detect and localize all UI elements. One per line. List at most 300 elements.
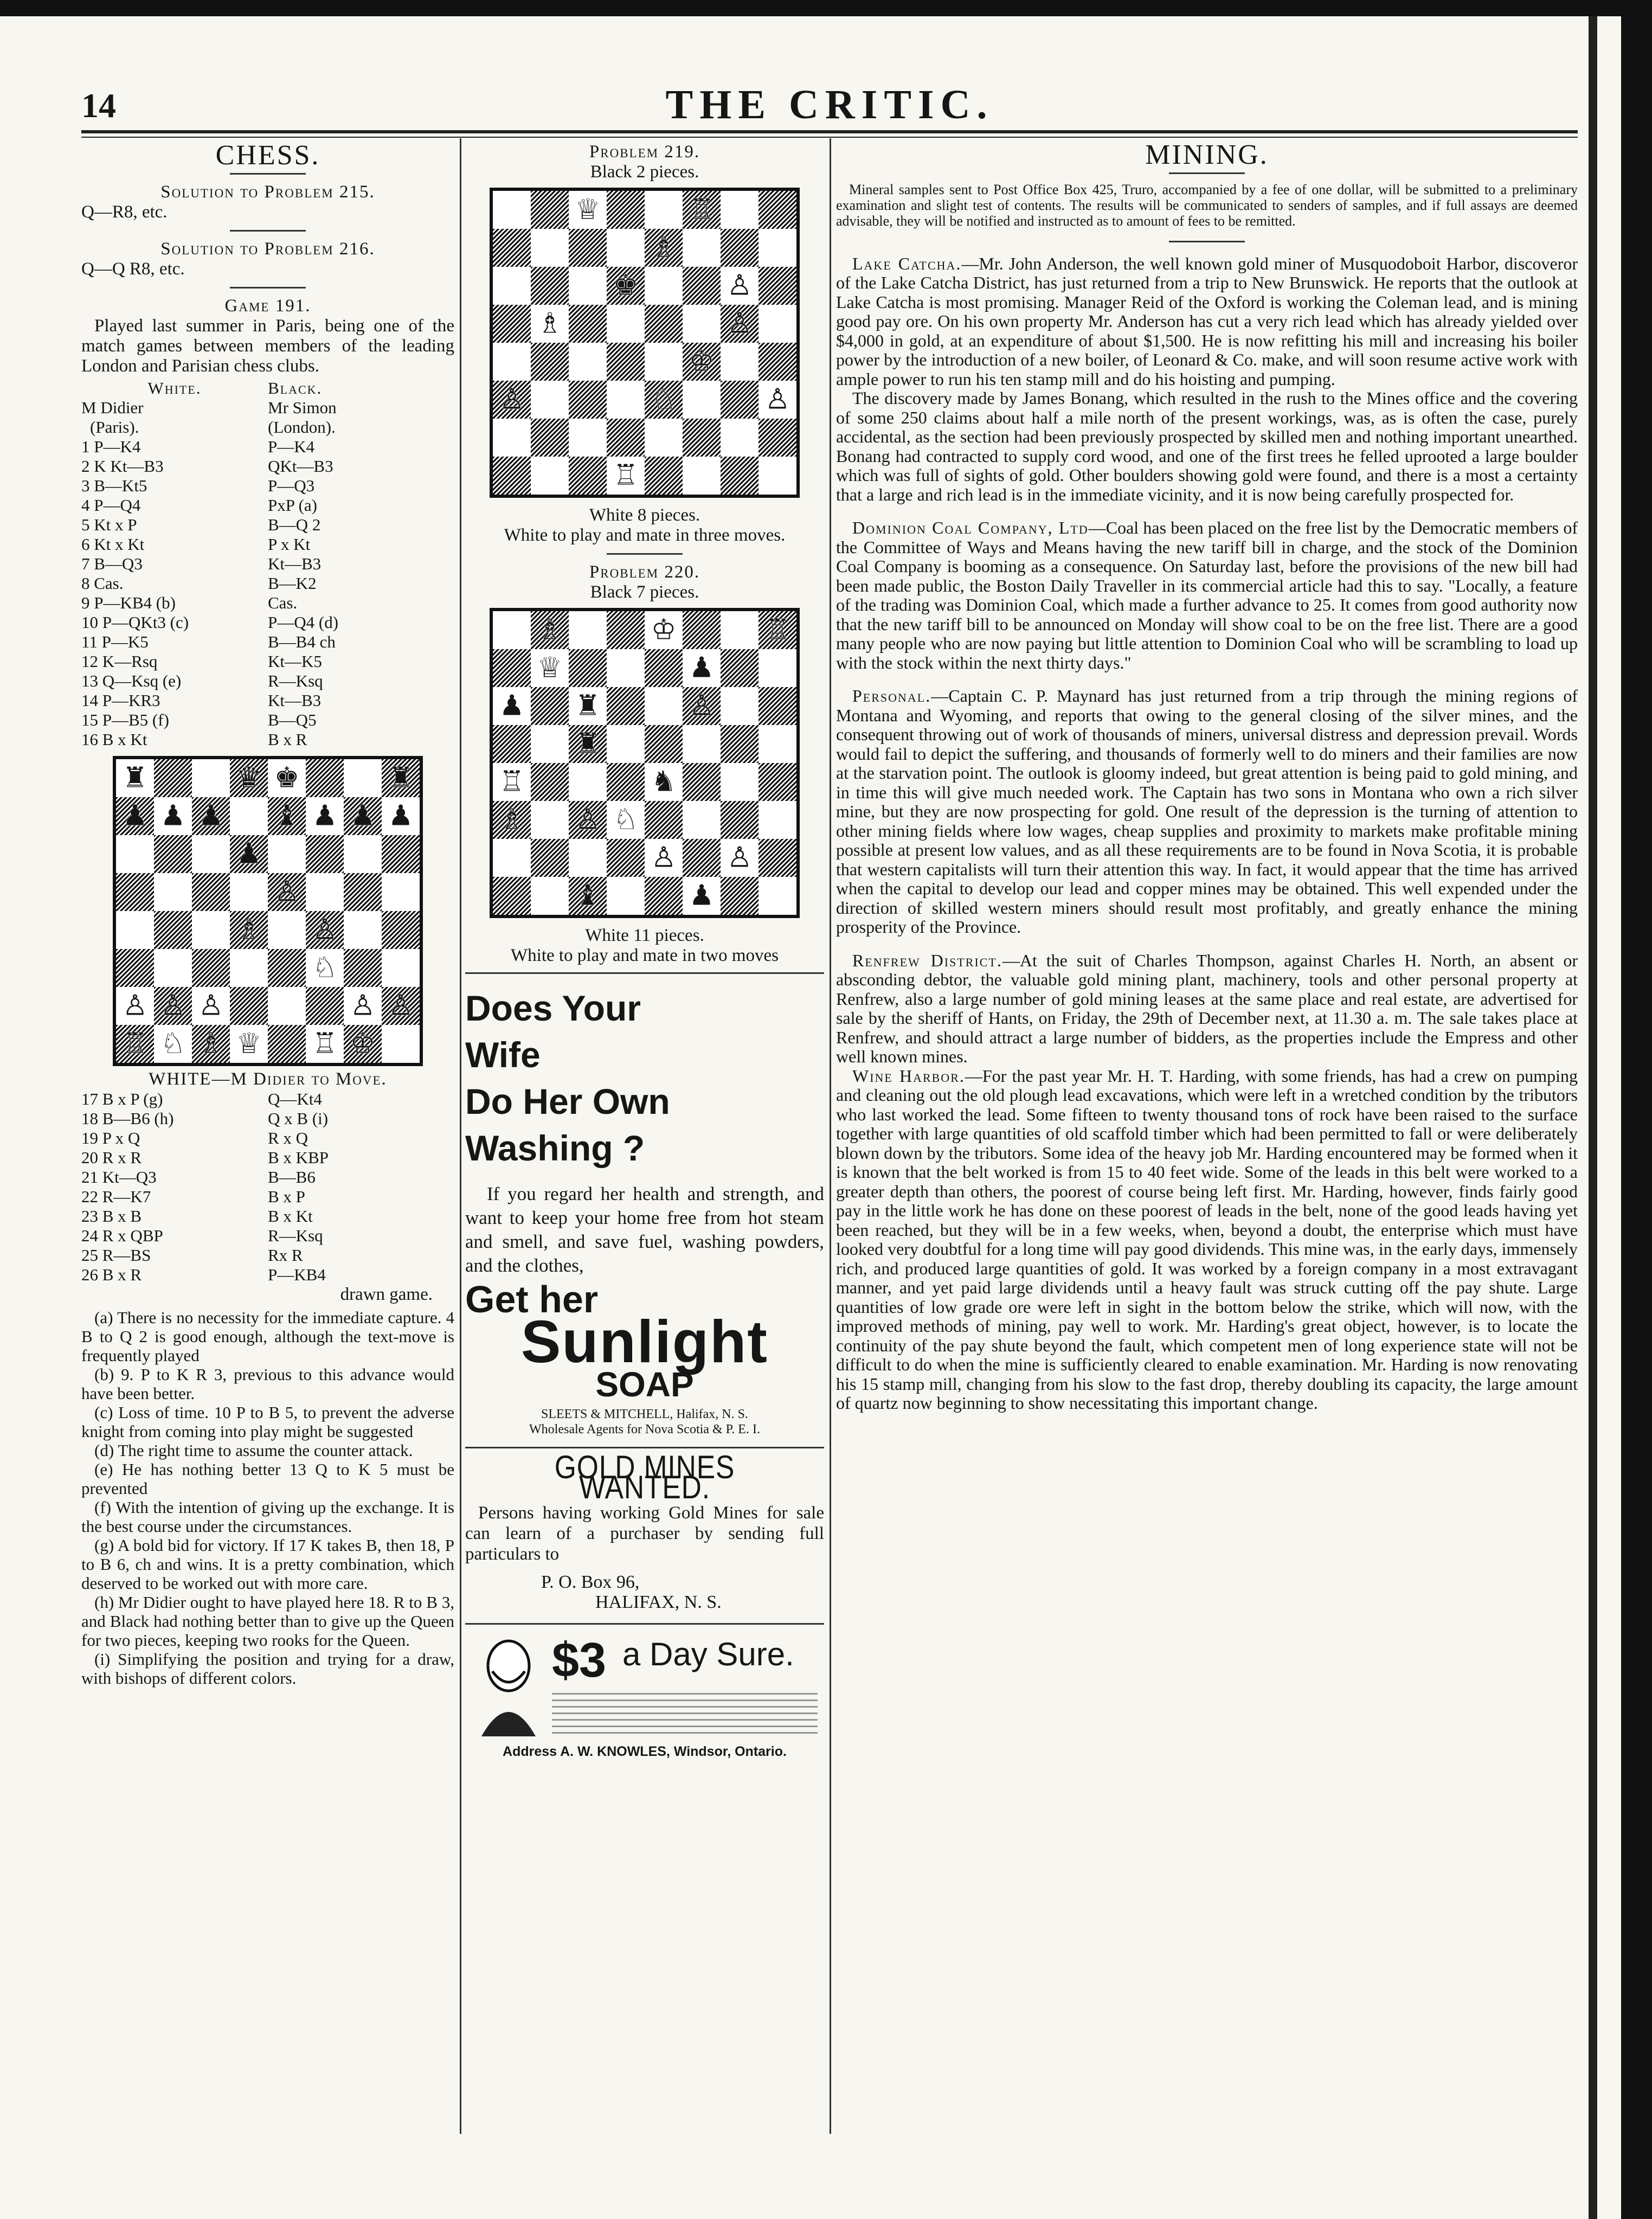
board-square (758, 381, 796, 419)
board-square (607, 649, 645, 687)
chess-piece-icon: ♗ (198, 1027, 224, 1060)
solution-216-text: Q—Q R8, etc. (81, 259, 185, 279)
chess-piece-icon: ♘ (613, 803, 639, 836)
mining-article (836, 254, 1578, 389)
board-square (230, 1025, 268, 1063)
black-move: PxP (a) (268, 496, 317, 515)
board-square (344, 797, 382, 835)
board-square (306, 911, 344, 949)
board-square (683, 725, 721, 763)
game-note: (g) A bold bid for victory. If 17 K takes B, then 18, P to B 6, ch and wins. It is a pretty combination, which deserved to be worked out with more care. (81, 1536, 454, 1593)
board-square (493, 611, 531, 649)
board-square (607, 457, 645, 495)
white-move: 7 B—Q3 (81, 554, 143, 573)
board-square (758, 343, 796, 381)
board-square (683, 611, 721, 649)
article-text: —For the past year Mr. H. T. Harding, with some friends, has had a crew on pumping and cleaning out the old plough lead excavations, which were left in a wretched condition by the tributors who last worked the lead. Some fifteen to twenty thousand tons of rock have been raised to the surface together with large quantities of old scaffold timber which had been permitted to fall or were deliberately blown down by the tributors. Some idea of the heavy job Mr. Harding encountered may be formed when it is known that the belt worked is from 15 to 40 feet wide. Some of the leads in this belt were worked to a greater depth than others, the poorest of course being left first. Mr. Harding, however, finds fairly good pay in the little work he has done on these poorest of leads in the belt, none of the good leads having yet been reached, but they will be in a few weeks, when, beyond a doubt, the enterprise which must have looked very doubtful for a long time will pay good dividends. This mine was, in the early days, immensely rich, and produced large quantities of gold. It was worked by a foreign company in a most extravagant manner, and yet paid large dividends until a heavy fault was struck cutting off the pay shute. Large quantities of low grade ore were left in sight in the bottom below the strike, which will now, with the improved methods of mining, pay well to work. Mr. Harding's great object, however, is to locate the continuity of the pay shute beyond the fault, which competent men of long experience state will not be difficult to do when the mine is sufficiently cleared to enable examination. Mr. Harding is now renovating his 15 stamp mill, changing from his slow to the fast drop, thereby doubling its capacity, the large amount of quartz now beginning to show necessitating this important change. (836, 1066, 1578, 1413)
board-square (154, 949, 192, 987)
board-square (116, 835, 154, 873)
get-her: Get her (465, 1278, 599, 1320)
board-square (721, 305, 758, 343)
game-note: (i) Simplifying the position and trying for a draw, with bishops of different colors. (81, 1650, 454, 1688)
board-square (607, 419, 645, 457)
board-square (268, 1025, 306, 1063)
board-square (607, 381, 645, 419)
board-square (154, 759, 192, 797)
black-move: Q x B (i) (268, 1109, 329, 1128)
divider (1169, 172, 1245, 174)
problems-column (465, 142, 824, 1762)
wife-heading-line: Wife (465, 1035, 541, 1075)
article-text: The discovery made by James Bonang, which resulted in the rush to the Mines office and the covering of some 250 claims about half a mile north of the present workings, was, as is often the case, purely accidental, as the section had been previously prospected by skilled men and nothing important unearthed. Bonang had contracted to supply cord wood, and one of the first trees he felled uprooted a large boulder which was full of sights of gold. Other boulders showing gold were found, and there is a most a certainty that a large and rich lead is in the immediate vicinity, and it is now being carefully prospected for. (836, 388, 1578, 504)
board-square (758, 267, 796, 305)
board-square (230, 797, 268, 835)
chess-piece-icon: ♛ (236, 761, 262, 794)
black-move: Kt—B3 (268, 691, 322, 710)
board-square (569, 305, 607, 343)
white-move: 26 B x R (81, 1265, 142, 1284)
board-square (154, 873, 192, 911)
board-square (645, 419, 683, 457)
board-square (683, 343, 721, 381)
board-square (116, 873, 154, 911)
white-move: 3 B—Kt5 (81, 476, 147, 495)
board-square (645, 267, 683, 305)
chess-piece-icon: ♙ (499, 383, 525, 416)
chess-heading: CHESS. (215, 140, 320, 171)
chess-piece-icon: ♞ (651, 765, 677, 798)
mining-article (836, 389, 1578, 504)
black-move: R—Ksq (268, 671, 323, 690)
article-lead: Dominion Coal Company, Ltd (852, 518, 1089, 537)
board-square (645, 763, 683, 801)
board-square (116, 759, 154, 797)
ad-rule (465, 972, 824, 974)
sunlight-soap-ad (465, 985, 824, 1437)
page-header (81, 81, 1578, 130)
black-move: B x KBP (268, 1148, 329, 1167)
chess-piece-icon: ♘ (312, 951, 338, 984)
board-square (531, 649, 569, 687)
board-square (230, 987, 268, 1025)
divider (1169, 241, 1245, 242)
chess-piece-icon: ♙ (575, 803, 601, 836)
white-move: 22 R—K7 (81, 1187, 151, 1206)
black-move: QKt—B3 (268, 457, 333, 476)
mining-article (836, 518, 1578, 672)
page-number: 14 (81, 86, 116, 125)
black-move: R x Q (268, 1128, 308, 1147)
chess-piece-icon: ♟ (689, 879, 715, 912)
board-square (645, 457, 683, 495)
right-border (1621, 0, 1652, 2219)
chess-piece-icon: ♟ (312, 799, 338, 832)
board-square (569, 191, 607, 229)
board-square (493, 343, 531, 381)
address-line-2: HALIFAX, N. S. (595, 1592, 722, 1612)
black-move: Kt—K5 (268, 652, 322, 671)
board-square (268, 797, 306, 835)
article-lead: Personal. (852, 686, 931, 706)
game-note: (h) Mr Didier ought to have played here 18. R to B 3, and Black had nothing better than to give up the Queen for two pieces, keeping two rooks for the Queen. (81, 1593, 454, 1650)
wife-heading-line: Do Her Own (465, 1081, 670, 1121)
board-square (344, 1025, 382, 1063)
board-square (683, 839, 721, 877)
board-square (645, 725, 683, 763)
board-square (344, 835, 382, 873)
board-square (306, 1025, 344, 1063)
board-square (683, 763, 721, 801)
divider (230, 173, 306, 175)
board-square (569, 343, 607, 381)
board-square (230, 873, 268, 911)
board-square (192, 987, 230, 1025)
divider (230, 230, 306, 232)
board-square (344, 949, 382, 987)
board-square (645, 839, 683, 877)
black-move: Cas. (268, 593, 298, 612)
black-move: P—Q4 (d) (268, 613, 339, 632)
board-square (758, 611, 796, 649)
board-square (493, 763, 531, 801)
board-square (493, 381, 531, 419)
board-square (569, 381, 607, 419)
board-square (569, 687, 607, 725)
board-square (493, 725, 531, 763)
board-square (382, 873, 420, 911)
board-square (531, 725, 569, 763)
board-square (268, 949, 306, 987)
white-move: 6 Kt x Kt (81, 535, 145, 554)
board-square (531, 839, 569, 877)
board-square (758, 839, 796, 877)
board-square (192, 911, 230, 949)
chess-piece-icon: ♚ (613, 269, 639, 302)
board-square (569, 419, 607, 457)
game-note: (a) There is no necessity for the immediate capture. 4 B to Q 2 is good enough, although the text-move is frequently played (81, 1308, 454, 1365)
board-square (569, 611, 607, 649)
top-border (0, 0, 1627, 16)
board-square (230, 759, 268, 797)
board-square (154, 835, 192, 873)
white-move: 18 B—B6 (h) (81, 1109, 174, 1128)
black-move: B x Kt (268, 1207, 313, 1226)
black-move: Rx R (268, 1246, 303, 1265)
board-square (116, 797, 154, 835)
chess-piece-icon: ♗ (537, 307, 563, 340)
chess-piece-icon: ♜ (122, 761, 148, 794)
problem-220-black: Black 7 pieces. (590, 582, 699, 602)
white-move: 21 Kt—Q3 (81, 1168, 157, 1187)
board-square (683, 191, 721, 229)
board-square (683, 381, 721, 419)
board-square (192, 873, 230, 911)
board-square (382, 911, 420, 949)
soap-label: SOAP (595, 1365, 694, 1404)
board-square (306, 987, 344, 1025)
board-square (154, 911, 192, 949)
board-square (683, 305, 721, 343)
solution-215-label: Solution to Problem 215. (160, 182, 375, 202)
board-square (154, 1025, 192, 1063)
chess-piece-icon: ♖ (122, 1027, 148, 1060)
board-square (645, 229, 683, 267)
board-square (607, 687, 645, 725)
board-square (531, 419, 569, 457)
black-move: R—Ksq (268, 1226, 323, 1245)
mining-article (836, 951, 1578, 1067)
board-square (192, 835, 230, 873)
board-square (493, 305, 531, 343)
board-square (382, 987, 420, 1025)
white-move: 14 P—KR3 (81, 691, 160, 710)
chess-piece-icon: ♙ (651, 841, 677, 874)
chess-piece-icon: ♚ (274, 761, 300, 794)
white-move: 20 R x R (81, 1148, 142, 1167)
chess-piece-icon: ♙ (274, 875, 300, 908)
board-square (607, 801, 645, 839)
ad-rule (465, 1447, 824, 1448)
board-square (683, 801, 721, 839)
chess-piece-icon: ♔ (651, 613, 677, 646)
column-divider-left (460, 138, 461, 2134)
black-move: B—B4 ch (268, 632, 336, 651)
board-square (683, 267, 721, 305)
divider (607, 553, 683, 555)
knowles-address: Address A. W. KNOWLES, Windsor, Ontario. (503, 1744, 787, 1759)
board-square (645, 687, 683, 725)
board-square (192, 797, 230, 835)
publication-title: THE CRITIC. (665, 82, 994, 127)
board-square (493, 649, 531, 687)
board-square (493, 457, 531, 495)
board-square (721, 687, 758, 725)
board-square (721, 725, 758, 763)
chess-piece-icon: ♔ (350, 1027, 376, 1060)
black-move: B x R (268, 730, 307, 749)
board-square (268, 987, 306, 1025)
board-square (493, 191, 531, 229)
chess-piece-icon: ♙ (727, 841, 753, 874)
white-move: 16 B x Kt (81, 730, 147, 749)
chess-piece-icon: ♙ (160, 989, 186, 1022)
article-text: —Coal has been placed on the free list by the Democratic members of the Committee of Ways and Means having the new tariff bill in charge, and the stock of the Dominion Coal Company is booming as a consequence. On Saturday last, before the provisions of the new bill had been made public, the Boston Daily Traveller in its commercial article had this to say. "Locally, a feature of the trading was Dominion Coal, which made a further advance to 25. It comes from good authority now that the new tariff bill to be announced on Monday will show coal to be on the free list. There are a good many people who are now paying but little attention to Dominion Coal who will be scrambling to load up with the stock within the next thirty days." (836, 518, 1578, 672)
wife-heading-line: Does Your (465, 988, 641, 1028)
white-move: 23 B x B (81, 1207, 142, 1226)
game-note: (e) He has nothing better 13 Q to K 5 must be prevented (81, 1460, 454, 1498)
board-square (758, 419, 796, 457)
board-square (645, 877, 683, 915)
board-square (721, 191, 758, 229)
problem-219-task: White to play and mate in three moves. (504, 525, 786, 545)
board-square (645, 649, 683, 687)
problem-220-label: Problem 220. (589, 562, 700, 582)
chess-piece-icon: ♙ (388, 989, 414, 1022)
board-square (758, 687, 796, 725)
board-square (683, 419, 721, 457)
black-move: B—Q 2 (268, 515, 321, 534)
board-square (531, 801, 569, 839)
board-square (344, 987, 382, 1025)
board-square (758, 229, 796, 267)
board-square (721, 801, 758, 839)
board-square (344, 759, 382, 797)
white-move: 1 P—K4 (81, 437, 141, 456)
chess-piece-icon: ♙ (727, 307, 753, 340)
board-square (268, 835, 306, 873)
board-square (192, 1025, 230, 1063)
board-square (607, 877, 645, 915)
board-square (268, 759, 306, 797)
board-square (645, 305, 683, 343)
board-square (569, 877, 607, 915)
board-square (607, 611, 645, 649)
chess-piece-icon: ♝ (575, 879, 601, 912)
address-line-1: P. O. Box 96, (541, 1572, 640, 1592)
chess-piece-icon: ♕ (236, 1027, 262, 1060)
mining-column (836, 139, 1578, 1427)
mining-notice: Mineral samples sent to Post Office Box 425, Truro, accompanied by a fee of one dollar, will be submitted to a preliminary examination and slight test of contents. The results will be communicated to senders of samples, and if full assays are deemed advisable, they will be notified and instructed as to amount of fees to be remitted. (836, 181, 1578, 229)
three-dollar-big: $3 (552, 1633, 607, 1688)
article-text: —Mr. John Anderson, the well known gold miner of Musquodoboit Harbor, discoveror of the Lake Catcha District, has just returned from a trip to New Brunswick. He reports that the outlook at Lake Catcha is most promising. Manager Reid of the Oxford is working the Coleman lead, and is mining good pay ore. On his own property Mr. Anderson has cut a very rich lead which has already yielded over $4,000 in gold, at an expenditure of about $1,500. He is now refitting his mill and increasing his boiler power by the introduction of a new boiler, of Leonard & Co. make, and will soon resume active work with ample power to run his ten stamp mill and do his hoisting and pumping. (836, 253, 1578, 389)
game-note: (f) With the intention of giving up the exchange. It is the best course under the circumstances. (81, 1498, 454, 1536)
board-square (569, 801, 607, 839)
board-square (607, 229, 645, 267)
white-move: 2 K Kt—B3 (81, 457, 164, 476)
board-square (758, 877, 796, 915)
white-city: (Paris). (90, 418, 139, 437)
fine-print (552, 1693, 818, 1736)
portrait-icon (471, 1633, 547, 1736)
board-square (721, 649, 758, 687)
black-move: B—B6 (268, 1168, 316, 1187)
board-square (645, 381, 683, 419)
board-square (493, 229, 531, 267)
board-square (154, 797, 192, 835)
board-square (607, 725, 645, 763)
column-divider-right (830, 138, 831, 2134)
chess-piece-icon: ♟ (160, 799, 186, 832)
board-square (607, 343, 645, 381)
board-square (306, 835, 344, 873)
board-square (531, 343, 569, 381)
mining-article (836, 687, 1578, 937)
chess-piece-icon: ♜ (575, 689, 601, 722)
chess-piece-icon: ♜ (388, 761, 414, 794)
article-text: —Captain C. P. Maynard has just returned from a trip through the mining regions of Montana and Wyoming, and reports that owing to the general closing of the silver mines, and the consequent throwing out of work of thousands of miners, universal distress and depression prevail. Words would fail to depict the suffering, and thousands of formerly well to do miners and their families are now at the starvation point. The outlook is gloomy indeed, but great attention is being paid to gold mining, and in time this will give much needed work. The Captain has two sons in Montana who own a rich silver mine, but they are now prospecting for gold. One result of the depression is the turning of attention to other mining fields where low wages, cheap supplies and proximity to markets make profitable mining possible at present low values, and as all these requirements are to be found in Nova Scotia, it is probable that western capitalists will turn their attention this way. In fact, it would appear that the time has arrived when the capital to develop our lead and copper mines may be obtained. This well expended under the direction of skilled western miners should result most profitably, and greatly enhance the mining prosperity of the Province. (836, 686, 1578, 937)
board-square (758, 191, 796, 229)
chess-piece-icon: ♟ (388, 799, 414, 832)
game-label: Game 191. (224, 296, 311, 316)
agents-line-1: SLEETS & MITCHELL, Halifax, N. S. (541, 1407, 748, 1421)
chess-piece-icon: ♙ (198, 989, 224, 1022)
black-move: Kt—B3 (268, 554, 322, 573)
chess-piece-icon: ♙ (312, 913, 338, 946)
chess-piece-icon: ♟ (689, 651, 715, 684)
moves-list-2 (81, 1089, 454, 1285)
board-square (531, 305, 569, 343)
board-square (758, 763, 796, 801)
board-square (382, 1025, 420, 1063)
board-square (531, 267, 569, 305)
black-move: Q—Kt4 (268, 1089, 322, 1108)
board-square (569, 763, 607, 801)
board-square (683, 687, 721, 725)
board-square (607, 763, 645, 801)
board-square (758, 305, 796, 343)
problem-220-white: White 11 pieces. (585, 926, 704, 945)
players-header (81, 379, 454, 437)
sunlight-brand: Sunlight (521, 1309, 768, 1375)
board-square (607, 267, 645, 305)
board-square (493, 419, 531, 457)
board-square (758, 649, 796, 687)
white-move: 4 P—Q4 (81, 496, 141, 515)
board-square (721, 343, 758, 381)
board-square (758, 801, 796, 839)
game-note: (d) The right time to assume the counter attack. (94, 1441, 413, 1460)
board-square (607, 305, 645, 343)
game-diagram (113, 756, 423, 1066)
chess-piece-icon: ♖ (764, 613, 790, 646)
wife-body: If you regard her health and strength, and want to keep your home free from hot steam and smell, and save fuel, washing powders, and the clothes, (465, 1183, 824, 1276)
chess-piece-icon: ♔ (689, 345, 715, 378)
board-square (721, 267, 758, 305)
black-move: P—KB4 (268, 1265, 326, 1284)
solution-216-label: Solution to Problem 216. (160, 239, 375, 259)
mining-article (836, 1067, 1578, 1413)
board-square (569, 457, 607, 495)
black-player: Mr Simon (268, 398, 337, 417)
white-head: White. (147, 379, 202, 397)
board-square (116, 911, 154, 949)
black-move: P x Kt (268, 535, 311, 554)
gold-mines-body: Persons having working Gold Mines for sale can learn of a purchaser by sending full particulars to (465, 1503, 824, 1564)
chess-piece-icon: ♕ (537, 651, 563, 684)
board-square (721, 381, 758, 419)
board-square (645, 191, 683, 229)
white-move: 12 K—Rsq (81, 652, 158, 671)
chess-piece-icon: ♟ (499, 689, 525, 722)
problem-219-black: Black 2 pieces. (590, 162, 699, 182)
article-lead: Renfrew District. (852, 950, 1002, 970)
game-result: drawn game. (340, 1285, 433, 1304)
chess-piece-icon: ♖ (312, 1027, 338, 1060)
board-square (382, 759, 420, 797)
board-square (758, 725, 796, 763)
black-head: Black. (268, 379, 323, 397)
board-square (531, 381, 569, 419)
board-square (645, 611, 683, 649)
problem-219-diagram (490, 188, 800, 498)
board-square (306, 797, 344, 835)
board-square (607, 191, 645, 229)
black-move: B—K2 (268, 574, 317, 593)
board-square (382, 949, 420, 987)
chess-piece-icon: ♘ (160, 1027, 186, 1060)
chess-piece-icon: ♟ (198, 799, 224, 832)
board-square (721, 763, 758, 801)
chess-piece-icon: ♟ (122, 799, 148, 832)
chess-piece-icon: ♟ (350, 799, 376, 832)
three-dollar-ad (465, 1633, 824, 1742)
chess-piece-icon: ♖ (613, 459, 639, 492)
chess-column (81, 142, 454, 1688)
board-square (531, 457, 569, 495)
moves-list-1 (81, 437, 454, 749)
white-move: 9 P—KB4 (b) (81, 593, 176, 612)
chess-piece-icon: ♟ (236, 837, 262, 870)
